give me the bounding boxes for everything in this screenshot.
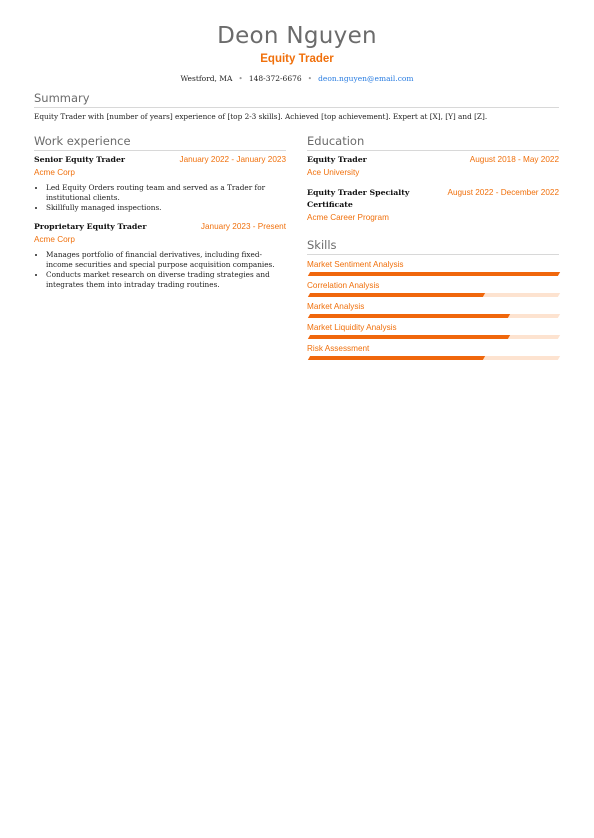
education-entry-title: Equity Trader: [307, 155, 367, 164]
education-entry-date: August 2022 - December 2022: [447, 188, 559, 197]
education-entry-date: August 2018 - May 2022: [469, 155, 559, 164]
work-entry: [34, 154, 286, 213]
education-entry-header: [307, 187, 559, 211]
skills-list: [307, 259, 559, 360]
summary-heading: Summary: [34, 91, 559, 108]
skill-level-fill: [308, 314, 510, 318]
work-entry-title: Proprietary Equity Trader: [34, 222, 147, 231]
work-entry-header: [34, 154, 286, 166]
work-entry-company: Acme Corp: [34, 168, 75, 177]
phone-text: 148-372-6676: [248, 74, 302, 83]
location-text: Westford, MA: [180, 74, 233, 83]
skill-item: [307, 343, 559, 360]
skill-item: [307, 322, 559, 339]
separator-dot-icon: •: [238, 74, 243, 83]
work-entry-header: [34, 221, 286, 233]
work-entry: [34, 221, 286, 290]
education-entry: [307, 154, 559, 179]
skill-level-bar: [308, 335, 560, 339]
skill-level-bar: [308, 356, 560, 360]
separator-dot-icon: •: [307, 74, 313, 83]
bullet-item: • Conducts market research on diverse trading strategies and integrates them into intraday trading routines.: [46, 270, 286, 290]
skill-level-bar: [308, 314, 560, 318]
skill-level-fill: [308, 356, 485, 360]
education-section: [307, 134, 559, 224]
education-entry: [307, 187, 559, 224]
bullet-item: • Skillfully managed inspections.: [46, 203, 286, 213]
skill-item: [307, 280, 559, 297]
skill-label: Market Analysis: [307, 302, 365, 311]
work-experience-section: [34, 134, 286, 290]
work-entry-date: January 2022 - January 2023: [179, 155, 286, 164]
right-column: [307, 134, 559, 360]
work-experience-heading: Work experience: [34, 134, 286, 151]
summary-text: Equity Trader with [number of years] experience of [top 2-3 skills]. Achieved [top achievement]. Expert at [X], [Y] and [Z].: [34, 112, 488, 121]
work-entry-title: Senior Equity Trader: [34, 155, 126, 164]
skill-label: Market Liquidity Analysis: [307, 323, 397, 332]
skill-level-bar: [308, 272, 560, 276]
education-entry-school: Ace University: [307, 168, 360, 177]
skill-level-fill: [308, 293, 485, 297]
education-entry-header: [307, 154, 559, 166]
skill-label: Correlation Analysis: [307, 281, 380, 290]
resume-header: [0, 0, 594, 84]
skill-item: [307, 259, 559, 276]
skill-item: [307, 301, 559, 318]
work-entry-bullets: [34, 183, 286, 213]
skill-label: Market Sentiment Analysis: [307, 260, 404, 269]
contact-line: [0, 74, 594, 84]
bullet-item: • Led Equity Orders routing team and served as a Trader for institutional clients.: [46, 183, 286, 203]
work-entry-bullets: [34, 250, 286, 290]
education-entry-school: Acme Career Program: [307, 213, 389, 222]
education-entry-title: Equity Trader Specialty Certificate: [307, 188, 410, 209]
email-link[interactable]: deon.nguyen@email.com: [318, 74, 414, 83]
work-entry-company: Acme Corp: [34, 235, 75, 244]
candidate-title: Equity Trader: [260, 53, 334, 65]
skills-section: [307, 238, 559, 360]
work-entry-date: January 2023 - Present: [200, 222, 286, 231]
skill-label: Risk Assessment: [307, 344, 370, 353]
education-heading: Education: [307, 134, 559, 151]
skills-heading: Skills: [307, 238, 559, 255]
skill-level-fill: [308, 272, 560, 276]
skill-level-bar: [308, 293, 560, 297]
skill-level-fill: [308, 335, 510, 339]
summary-section: [34, 91, 559, 122]
bullet-item: • Manages portfolio of financial derivatives, including fixed-income securities and special purpose acquisition companies.: [46, 250, 286, 270]
candidate-name: Deon Nguyen: [217, 23, 377, 49]
